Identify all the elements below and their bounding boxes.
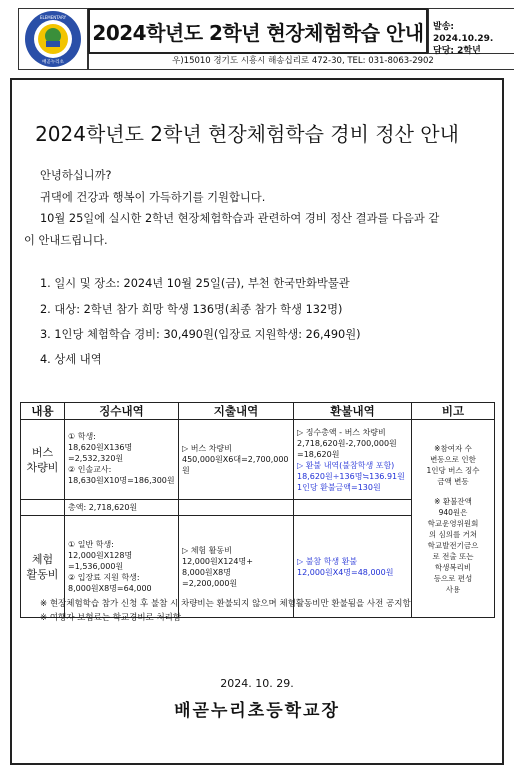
list-item-2: 2. 대상: 2학년 참가 희망 학생 136명(최종 참가 학생 132명) <box>40 303 343 316</box>
row-label-experience: 체험 활동비 <box>21 516 65 618</box>
letterhead-title-box <box>88 8 428 54</box>
list-item-3: 3. 1인당 체험학습 경비: 30,490원(입장료 지원학생: 26,490원) <box>40 328 361 341</box>
exp-spend-cell: ▷ 체험 활동비 12,000원X124명+ 8,000원X8명 =2,200,000원 <box>179 516 294 618</box>
table-row-bus <box>21 420 495 500</box>
bus-collect-detail: ① 학생: 18,620원X136명=2,532,320원 ② 인솔교사: 18,630원X10명=186,300원 <box>68 432 175 485</box>
school-signature: 배곧누리초등학교장 <box>174 701 340 721</box>
intro-line-1: 10월 25일에 실시한 2학년 현장체험학습과 관련하여 경비 정산 결과를 다음과 같 <box>40 212 440 225</box>
col-header-collect: 징수내역 <box>65 403 179 420</box>
bus-collect-total: 총액: 2,718,620원 <box>65 500 179 516</box>
greeting: 안녕하십니까? <box>40 169 112 182</box>
col-header-refund: 환불내역 <box>294 403 412 420</box>
notice-1: ※ 현장체험학습 참가 신청 후 불참 시 차량비는 환불되지 않으며 체험활동비만 환불됨을 사전 공지함 <box>40 599 411 609</box>
school-emblem-icon <box>24 10 82 68</box>
school-logo <box>18 8 88 70</box>
row-label-bus: 버스 차량비 <box>21 420 65 500</box>
col-header-spend: 지출내역 <box>179 403 294 420</box>
svg-text:배곧누리초: 배곧누리초 <box>42 60 64 65</box>
expense-table <box>20 402 495 618</box>
letterhead-meta <box>428 8 514 54</box>
bus-collect-cell <box>65 420 179 500</box>
exp-refund-cell: ▷ 불참 학생 환불 12,000원X4명=48,000원 <box>294 516 412 618</box>
table-header-row <box>21 403 495 420</box>
wish: 귀댁에 건강과 행복이 가득하기를 기원합니다. <box>40 191 266 204</box>
svg-text:ELEMENTARY: ELEMENTARY <box>39 15 67 20</box>
col-header-content: 내용 <box>21 403 65 420</box>
bus-refund-cell: ▷ 징수총액 - 버스 차량비 2,718,620원-2,700,000원 =18,620원 ▷ 환불 내역(불참학생 포함) 18,620원÷136명≒136.91원 1인당 환불금액=130원 <box>294 420 412 500</box>
letterhead-title: 2024학년도 2학년 현장체험학습 안내 <box>92 20 424 45</box>
owner: 담당: 2학년 <box>433 46 481 56</box>
issue-date-footer: 2024. 10. 29. <box>220 677 294 690</box>
notice-2: ※ 여행자 보험료는 학교경비로 처리함 <box>40 613 182 623</box>
exp-collect-cell: ① 일반 학생: 12,000원X128명=1,536,000원 ② 입장료 지원 학생: 8,000원X8명=64,000 <box>65 516 179 618</box>
list-item-1: 1. 일시 및 장소: 2024년 10월 25일(금), 부천 한국만화박물관 <box>40 277 350 290</box>
school-address: 우)15010 경기도 시흥시 해송십리로 472-30, TEL: 031-8063-2902 <box>88 54 514 70</box>
bus-spend-cell: ▷ 버스 차량비 450,000원X6대=2,700,000원 <box>179 420 294 500</box>
intro-line-2: 이 안내드립니다. <box>24 234 108 247</box>
col-header-note: 비고 <box>412 403 495 420</box>
note-cell: ※참여자 수 변동으로 인한 1인당 버스 징수 금액 변동 ※ 환불잔액 940원은 학교운영위원회 의 심의를 거쳐 학교발전기금으 로 전출 또는 학생복리비 등으로 편성 사용 <box>412 420 495 618</box>
document-heading: 2024학년도 2학년 현장체험학습 경비 정산 안내 <box>35 122 459 146</box>
issue-date: 발송: 2024.10.29. <box>433 22 494 44</box>
list-item-4: 4. 상세 내역 <box>40 353 102 366</box>
letterhead <box>18 8 498 70</box>
